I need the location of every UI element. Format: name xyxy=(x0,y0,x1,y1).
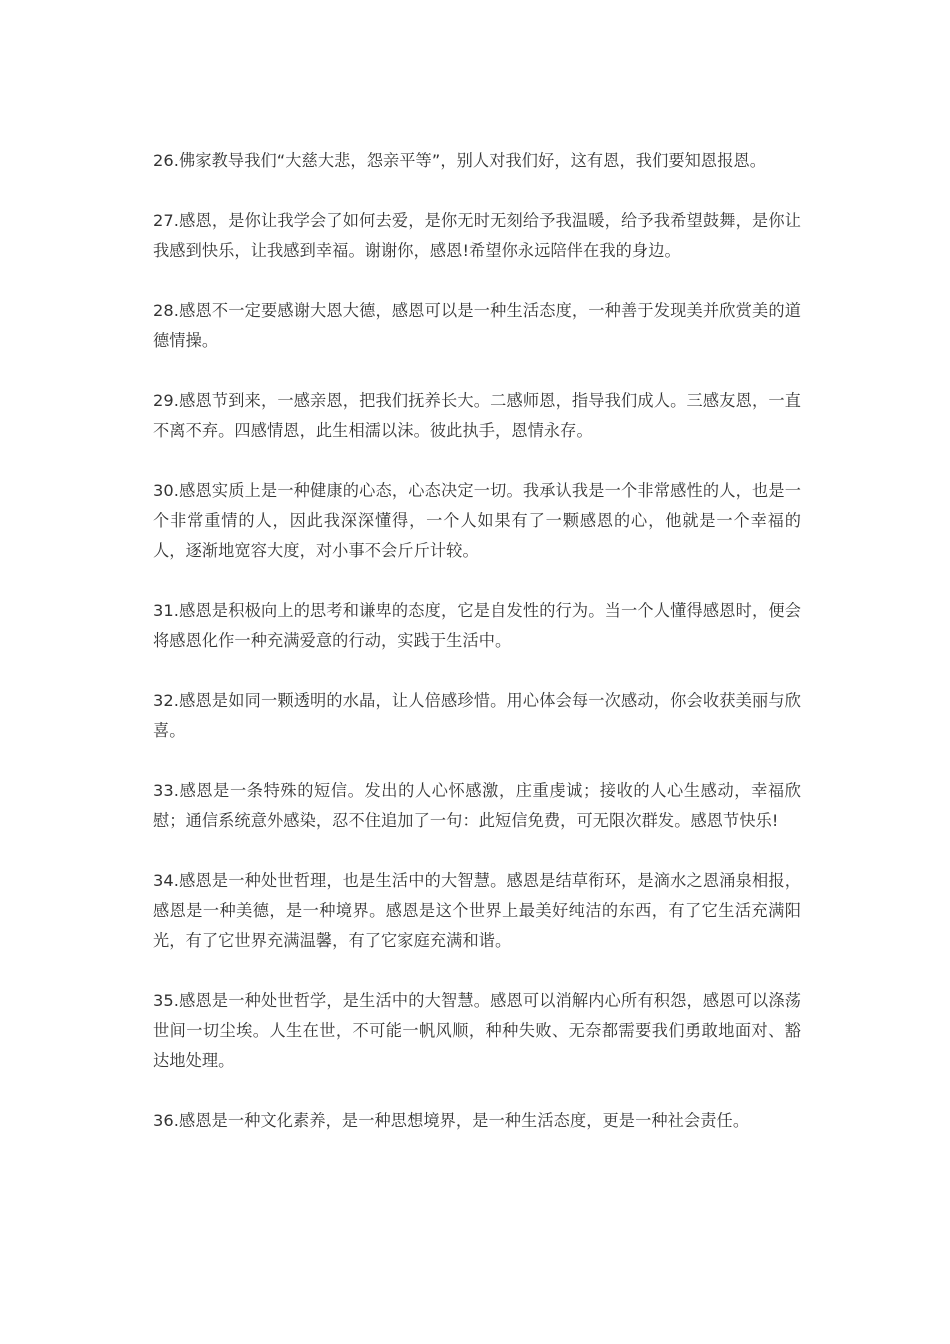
paragraph-27: 27.感恩，是你让我学会了如何去爱，是你无时无刻给予我温暖，给予我希望鼓舞，是你让我感到快乐，让我感到幸福。谢谢你，感恩!希望你永远陪伴在我的身边。 xyxy=(153,211,801,260)
paragraph-30: 30.感恩实质上是一种健康的心态，心态决定一切。我承认我是一个非常感性的人，也是一个非常重情的人，因此我深深懂得，一个人如果有了一颗感恩的心，他就是一个幸福的人，逐渐地宽容大度，对小事不会斤斤计较。 xyxy=(153,481,801,560)
document-page xyxy=(153,146,801,1136)
paragraph-33: 33.感恩是一条特殊的短信。发出的人心怀感激，庄重虔诚；接收的人心生感动，幸福欣慰；通信系统意外感染，忍不住追加了一句：此短信免费，可无限次群发。感恩节快乐! xyxy=(153,781,801,830)
paragraph-28: 28.感恩不一定要感谢大恩大德，感恩可以是一种生活态度，一种善于发现美并欣赏美的道德情操。 xyxy=(153,301,801,350)
paragraph-31: 31.感恩是积极向上的思考和谦卑的态度，它是自发性的行为。当一个人懂得感恩时，便会将感恩化作一种充满爱意的行动，实践于生活中。 xyxy=(153,601,801,650)
paragraph-29: 29.感恩节到来，一感亲恩，把我们抚养长大。二感师恩，指导我们成人。三感友恩，一直不离不弃。四感情恩，此生相濡以沫。彼此执手，恩情永存。 xyxy=(153,391,801,440)
paragraph-35: 35.感恩是一种处世哲学，是生活中的大智慧。感恩可以消解内心所有积怨，感恩可以涤荡世间一切尘埃。人生在世，不可能一帆风顺，种种失败、无奈都需要我们勇敢地面对、豁达地处理。 xyxy=(153,991,801,1070)
paragraph-32: 32.感恩是如同一颗透明的水晶，让人倍感珍惜。用心体会每一次感动，你会收获美丽与欣喜。 xyxy=(153,691,801,740)
paragraph-26: 26.佛家教导我们“大慈大悲，怨亲平等”，别人对我们好，这有恩，我们要知恩报恩。 xyxy=(153,151,767,170)
paragraph-36: 36.感恩是一种文化素养，是一种思想境界，是一种生活态度，更是一种社会责任。 xyxy=(153,1111,750,1130)
paragraph-34: 34.感恩是一种处世哲理，也是生活中的大智慧。感恩是结草衔环，是滴水之恩涌泉相报，感恩是一种美德，是一种境界。感恩是这个世界上最美好纯洁的东西，有了它生活充满阳光，有了它世界充满温馨，有了它家庭充满和谐。 xyxy=(153,871,801,950)
